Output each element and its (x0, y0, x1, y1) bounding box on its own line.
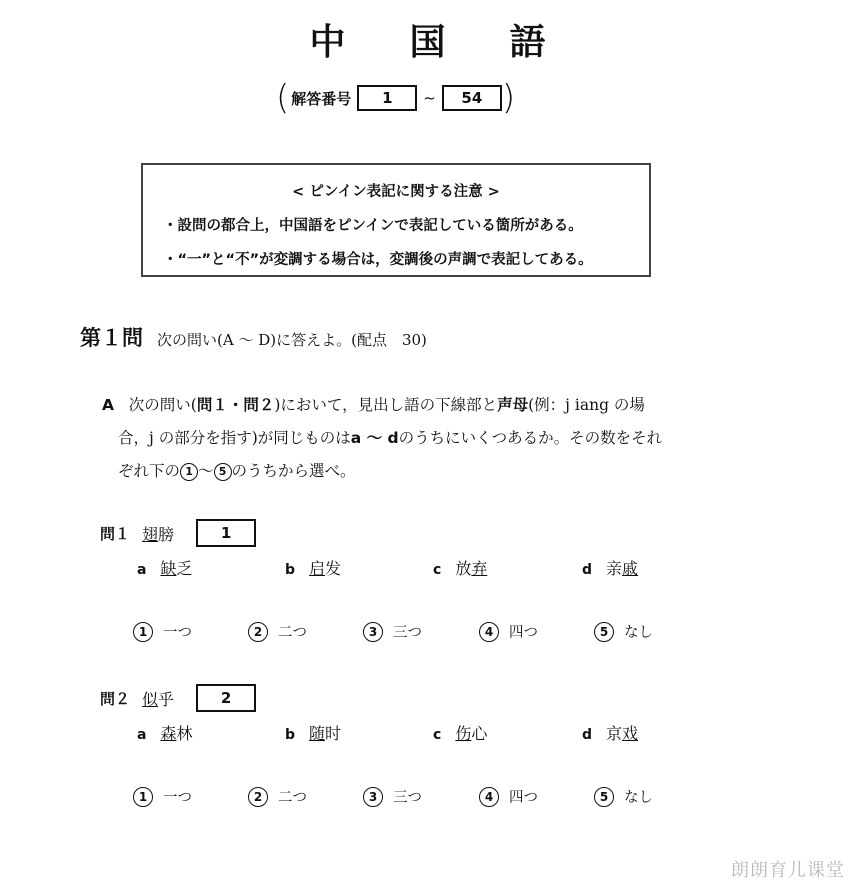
option-d (582, 556, 638, 579)
choice-text: なし (624, 790, 653, 806)
choice-text: 三つ (393, 790, 422, 806)
circled-number: 1 (133, 787, 153, 807)
answer-range-label: 解答番号 (291, 89, 352, 108)
problem-label: 問２ (100, 689, 131, 708)
circled-number: 2 (248, 622, 268, 642)
question-instruction: 次の問い(A ～ D)に答えよ。(配点 30) (157, 331, 427, 349)
option-underlined: 戏 (622, 724, 639, 743)
choice-1[interactable] (133, 786, 192, 807)
text-run: )において，見出し語の下線部と (274, 396, 498, 414)
circled-number: 3 (363, 622, 383, 642)
option-a (137, 721, 192, 744)
section-a-line-2 (102, 422, 742, 455)
circled-number: 4 (479, 787, 499, 807)
choice-4[interactable] (479, 621, 538, 642)
range-end-box: 54 (442, 85, 502, 111)
text-run: のうちにいくつあるか。その数をそれ (398, 429, 663, 447)
option-pre: 亲 (606, 559, 623, 578)
headword (142, 522, 174, 545)
option-letter: d (582, 727, 593, 743)
choice-text: 一つ (163, 790, 192, 806)
circled-number: 1 (180, 463, 198, 481)
question-number: 第１問 (80, 326, 143, 350)
close-paren: ) (501, 78, 516, 118)
option-rest: 时 (325, 724, 342, 743)
answer-range (276, 78, 515, 118)
section-a-instructions (102, 388, 742, 488)
option-rest: 林 (176, 724, 193, 743)
choice-5[interactable] (594, 621, 653, 642)
circled-number: 3 (363, 787, 383, 807)
range-start-box: 1 (357, 85, 417, 111)
notice-line-1: ・設問の都合上，中国語をピンインで表記している箇所がある。 (163, 218, 583, 234)
choice-3[interactable] (363, 621, 422, 642)
watermark: 朗朗育儿课堂 (731, 860, 845, 881)
choice-1[interactable] (133, 621, 192, 642)
text-run: (例：j iang の場 (528, 396, 645, 414)
option-underlined: 启 (309, 559, 326, 578)
option-letter: d (582, 562, 593, 578)
notice-line-2: ・“一”と“不”が変調する場合は，変調後の声調で表記してある。 (163, 252, 593, 268)
option-d (582, 721, 638, 744)
circled-number: 2 (248, 787, 268, 807)
option-c (433, 556, 487, 579)
option-letter: b (285, 727, 296, 743)
open-paren: ( (276, 78, 290, 118)
text-run: のうちから選べ。 (231, 462, 356, 480)
page-title: 中国語 (309, 22, 610, 63)
option-pre: 京 (606, 724, 623, 743)
circled-number: 5 (594, 622, 614, 642)
option-underlined: 森 (160, 724, 177, 743)
option-underlined: 缺 (160, 559, 177, 578)
option-rest: 发 (325, 559, 342, 578)
option-b (285, 556, 341, 579)
option-pre: 放 (455, 559, 472, 578)
option-underlined: 戚 (622, 559, 639, 578)
circled-number: 5 (594, 787, 614, 807)
choice-4[interactable] (479, 786, 538, 807)
circled-number: 4 (479, 622, 499, 642)
option-letter: b (285, 562, 296, 578)
question-1-heading (80, 322, 427, 352)
problem-1-header (100, 519, 256, 547)
option-underlined: 伤 (455, 724, 472, 743)
text-run-bold: 問１・問２ (196, 395, 275, 414)
option-underlined: 弃 (471, 559, 488, 578)
choice-text: 三つ (393, 625, 422, 641)
circled-number: 1 (133, 622, 153, 642)
option-c (433, 721, 487, 744)
section-a-line-3 (102, 455, 742, 488)
answer-box[interactable]: 1 (196, 519, 256, 547)
text-run-bold: 声母 (497, 395, 529, 414)
choice-text: 二つ (278, 790, 307, 806)
option-letter: a (137, 562, 147, 578)
choice-text: 四つ (509, 625, 538, 641)
notice-title: < ピンイン表記に関する注意 > (292, 184, 500, 200)
option-rest: 心 (471, 724, 488, 743)
section-a-line-1 (102, 388, 742, 422)
option-letter: c (433, 562, 442, 578)
choice-2[interactable] (248, 786, 307, 807)
choice-5[interactable] (594, 786, 653, 807)
pinyin-notice-box (141, 163, 651, 277)
choice-3[interactable] (363, 786, 422, 807)
text-run: 次の問い( (128, 396, 197, 414)
headword-rest: 膀 (158, 524, 175, 544)
option-letter: c (433, 727, 442, 743)
text-run-bold: a ～ d (350, 429, 399, 447)
option-b (285, 721, 341, 744)
choice-text: 二つ (278, 625, 307, 641)
section-letter: A (102, 396, 114, 414)
choice-text: 一つ (163, 625, 192, 641)
answer-box[interactable]: 2 (196, 684, 256, 712)
option-a (137, 556, 192, 579)
text-run: ～ (198, 462, 214, 480)
option-underlined: 随 (309, 724, 326, 743)
headword-underlined: 翅 (142, 524, 159, 544)
choice-text: なし (624, 625, 653, 641)
headword-rest: 乎 (158, 689, 175, 709)
circled-number: 5 (214, 463, 232, 481)
option-letter: a (137, 727, 147, 743)
choice-2[interactable] (248, 621, 307, 642)
headword (142, 687, 174, 710)
range-tilde: ~ (423, 89, 436, 107)
text-run: ぞれ下の (118, 462, 181, 480)
text-run: 合，j の部分を指す)が同じものは (118, 429, 351, 447)
choice-text: 四つ (509, 790, 538, 806)
problem-label: 問１ (100, 524, 131, 543)
headword-underlined: 似 (142, 689, 159, 709)
problem-2-header (100, 684, 256, 712)
option-rest: 乏 (176, 559, 193, 578)
